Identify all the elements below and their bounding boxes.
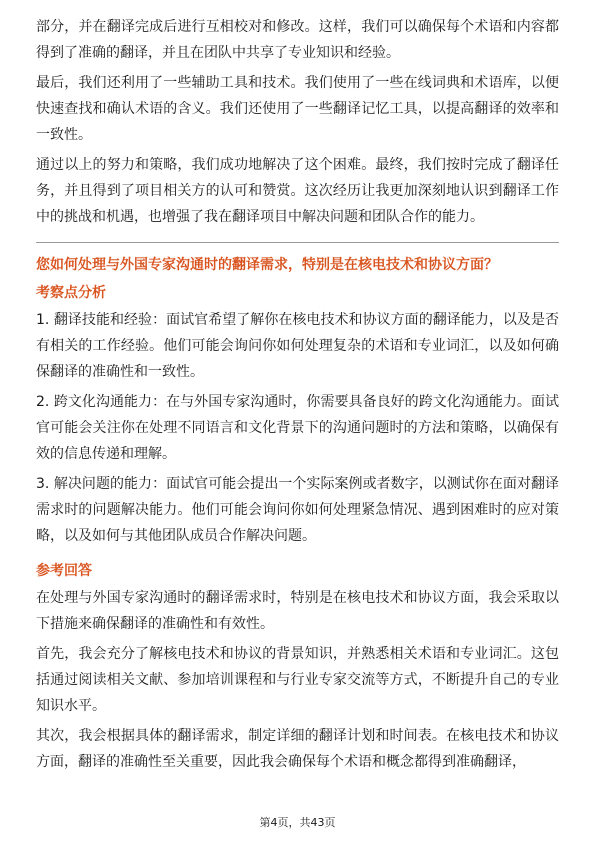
question-heading: 您如何处理与外国专家沟通时的翻译需求，特别是在核电技术和协议方面？ — [36, 257, 498, 273]
answer-paragraph: 在处理与外国专家沟通时的翻译需求时，特别是在核电技术和协议方面，我会采取以下措施来确保翻译的准确性和有效性。 — [36, 590, 559, 632]
section-divider — [36, 242, 559, 243]
analysis-item: 1. 翻译技能和经验：面试官希望了解你在核电技术和协议方面的翻译能力，以及是否有相关的工作经验。他们可能会询问你如何处理复杂的术语和专业词汇，以及如何确保翻译的准确性和一致性。 — [36, 312, 559, 380]
intro-paragraph: 部分，并在翻译完成后进行互相校对和修改。这样，我们可以确保每个术语和内容都得到了准确的翻译，并且在团队中共享了专业知识和经验。 — [36, 19, 559, 61]
intro-paragraph: 最后，我们还利用了一些辅助工具和技术。我们使用了一些在线词典和术语库，以便快速查找和确认术语的含义。我们还使用了一些翻译记忆工具，以提高翻译的效率和一致性。 — [36, 75, 559, 143]
analysis-item: 2. 跨文化沟通能力：在与外国专家沟通时，你需要具备良好的跨文化沟通能力。面试官可能会关注你在处理不同语言和文化背景下的沟通问题时的方法和策略，以确保有效的信息传递和理解。 — [36, 394, 559, 462]
answer-paragraph: 其次，我会根据具体的翻译需求，制定详细的翻译计划和时间表。在核电技术和协议方面，翻译的准确性至关重要，因此我会确保每个术语和概念都得到准确翻译， — [36, 728, 559, 770]
analysis-item: 3. 解决问题的能力：面试官可能会提出一个实际案例或者数字，以测试你在面对翻译需求时的问题解决能力。他们可能会询问你如何处理紧急情况、遇到困难时的应对策略，以及如何与其他团队成员合作解决问题。 — [36, 476, 559, 544]
answer-paragraph: 首先，我会充分了解核电技术和协议的背景知识，并熟悉相关术语和专业词汇。这包括通过阅读相关文献、参加培训课程和与行业专家交流等方式，不断提升自己的专业知识水平。 — [36, 646, 559, 714]
analysis-label: 考察点分析 — [36, 285, 106, 301]
page-footer: 第4页，共43页 — [259, 816, 336, 829]
intro-paragraph: 通过以上的努力和策略，我们成功地解决了这个困难。最终，我们按时完成了翻译任务，并且得到了项目相关方的认可和赞赏。这次经历让我更加深刻地认识到翻译工作中的挑战和机遇，也增强了我在翻译项目中解决问题和团队合作的能力。 — [36, 157, 559, 225]
document-page — [36, 14, 559, 779]
answer-label: 参考回答 — [36, 563, 92, 579]
